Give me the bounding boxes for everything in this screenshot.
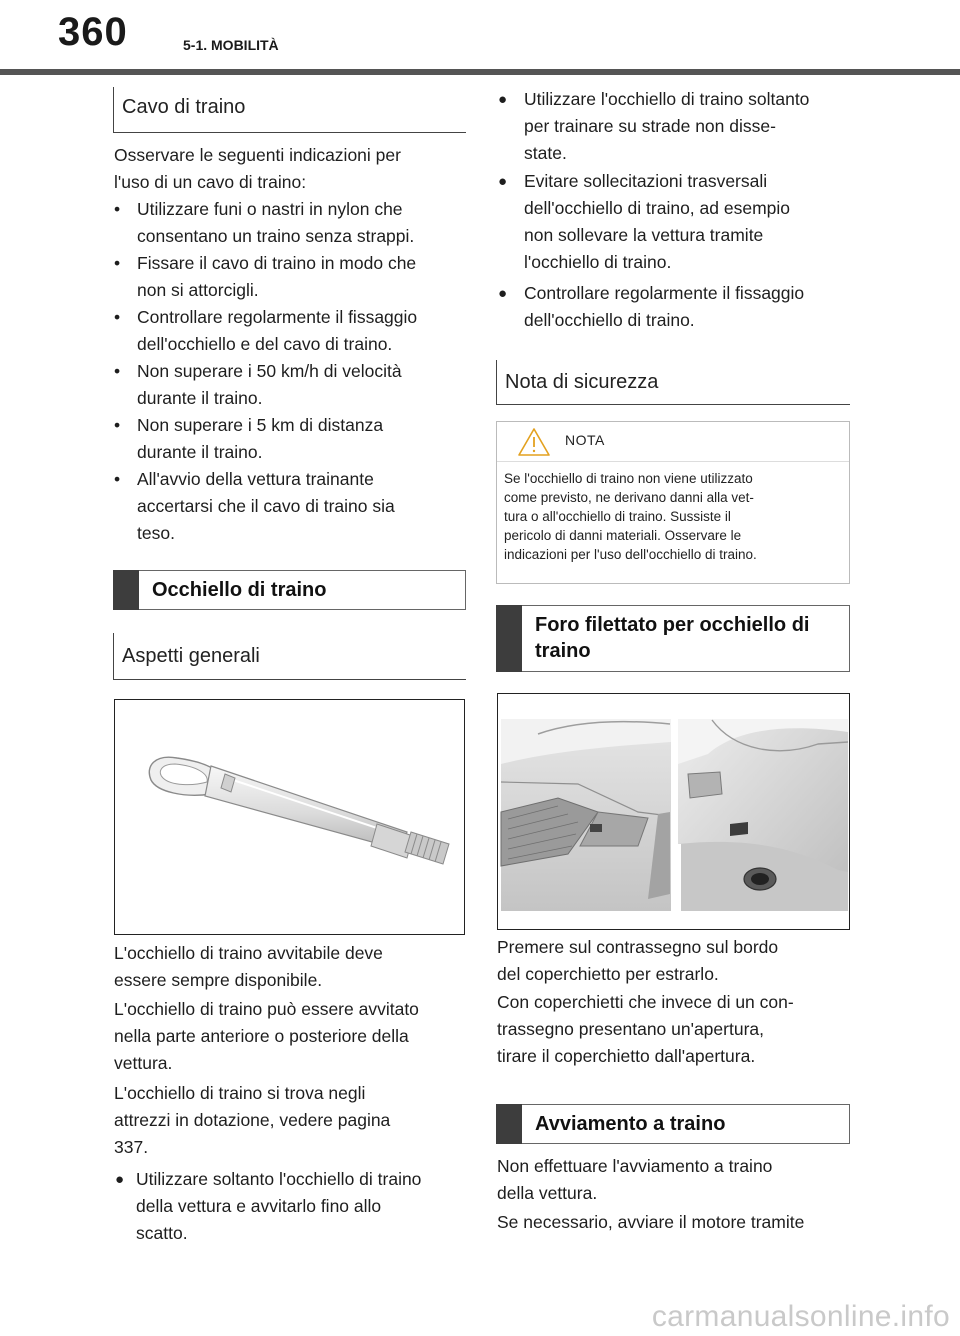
text-line: L'occhiello di traino può essere avvitato [114,999,419,1019]
tow-start-paragraph-2 [497,1209,850,1236]
tow-cable-intro [114,142,466,196]
bullet-mark: • [114,415,121,435]
heading-threaded-hole [496,605,850,672]
text-line: Non superare i 5 km di distanza [137,415,384,435]
tow-start-paragraph-1 [497,1153,850,1207]
bullet-mark: ● [498,173,508,190]
heading-safety-note: Nota di sicurezza [496,360,850,405]
tow-cable-bullet [114,466,466,547]
text-line: Non superare i 50 km/h di velocità [137,361,402,381]
page-number: 360 [58,10,128,54]
text-line: L'occhiello di traino avvitabile deve [114,943,383,963]
text-line: del coperchietto per estrarlo. [497,964,719,984]
text-line: nella parte anteriore o posteriore della [114,1026,409,1046]
heading-text [535,612,841,664]
heading-tow-cable: Cavo di traino [113,87,466,133]
text-line: trassegno presentano un'apertura, [497,1019,764,1039]
bullet-mark: • [114,361,121,381]
text-line: traino [535,640,591,662]
text-line: l'occhiello di traino. [524,252,672,272]
threaded-hole-paragraph-1 [497,934,850,988]
bullet-mark: ● [498,285,508,302]
text-line: indicazioni per l'uso dell'occhiello di traino. [504,547,757,562]
tow-eye-illustration [115,700,465,935]
text-line: non sollevare la vettura tramite [524,225,764,245]
tow-eye-bullet [497,280,850,334]
text-line: teso. [137,523,175,543]
text-line: per trainare su strade non disse- [524,116,776,136]
threaded-hole-paragraph-2 [497,989,850,1070]
text-line: Utilizzare funi o nastri in nylon che [137,199,403,219]
text-line: dell'occhiello di traino, ad esempio [524,198,790,218]
text-line: come previsto, ne derivano danni alla vet- [504,490,754,505]
bullet-mark: • [114,199,121,219]
text-line: pericolo di danni materiali. Osservare le [504,528,742,543]
text-line: Se l'occhiello di traino non viene utilizzato [504,471,753,486]
text-line: Evitare sollecitazioni trasversali [524,171,768,191]
heading-text: Avviamento a traino [535,1113,726,1135]
heading-text: Occhiello di traino [152,579,327,601]
text-line: l'uso di un cavo di traino: [114,172,307,192]
text-line: L'occhiello di traino si trova negli [114,1083,366,1103]
section-title: 5-1. MOBILITÀ [183,37,279,53]
text-line: della vettura e avvitarlo fino allo [136,1196,382,1216]
text-line: Foro filettato per occhiello di [535,614,810,636]
tow-eye-bullet [497,86,850,167]
heading-bar [113,570,139,610]
text-line: state. [524,143,567,163]
note-box [496,421,850,584]
text-line: durante il traino. [137,442,263,462]
heading-general: Aspetti generali [113,633,466,680]
text-line: della vettura. [497,1183,598,1203]
tow-cable-bullet [114,304,466,358]
text-line: dell'occhiello e del cavo di traino. [137,334,393,354]
text-line: Controllare regolarmente il fissaggio [137,307,418,327]
tow-cable-bullet [114,358,466,412]
page-header [0,0,960,76]
text-line: scatto. [136,1223,188,1243]
heading-bar [496,605,522,672]
text-line: consentano un traino senza strappi. [137,226,415,246]
text-line: Premere sul contrassegno sul bordo [497,937,779,957]
text-line: Fissare il cavo di traino in modo che [137,253,417,273]
heading-tow-start [496,1104,850,1144]
tow-eye-bullet [497,168,850,276]
text-line: 337. [114,1137,149,1157]
tow-cable-bullet [114,412,466,466]
text-line: vettura. [114,1053,173,1073]
text-line: essere sempre disponibile. [114,970,323,990]
bullet-mark: • [114,253,121,273]
text-line: Controllare regolarmente il fissaggio [524,283,805,303]
text-line: Osservare le seguenti indicazioni per [114,145,401,165]
note-body [504,469,841,564]
note-header [497,422,849,462]
text-line: accertarsi che il cavo di traino sia [137,496,395,516]
bullet-mark: ● [498,91,508,108]
tow-eye-paragraph-1 [114,940,466,994]
text-line: Non effettuare l'avviamento a traino [497,1156,773,1176]
text-line: non si attorcigli. [137,280,259,300]
bullet-mark: ● [115,1171,125,1188]
text-line: Utilizzare soltanto l'occhiello di traino [136,1169,422,1189]
warning-triangle-icon [517,427,551,457]
tow-eye-paragraph-2 [114,996,466,1077]
header-divider [0,69,960,75]
bullet-mark: • [114,307,121,327]
text-line: Con coperchietti che invece di un con- [497,992,794,1012]
text-line: Utilizzare l'occhiello di traino soltanto [524,89,810,109]
tow-cable-bullet [114,196,466,250]
bullet-mark: • [114,469,121,489]
text-line: attrezzi in dotazione, vedere pagina [114,1110,391,1130]
heading-bar [496,1104,522,1144]
text-line: dell'occhiello di traino. [524,310,695,330]
text-line: All'avvio della vettura trainante [137,469,374,489]
bumper-figure [497,693,850,930]
watermark: carmanualsonline.info [651,1300,950,1333]
note-label: NOTA [565,432,605,448]
text-line: durante il traino. [137,388,263,408]
heading-tow-eye [113,570,466,610]
bumper-illustration [498,694,850,930]
text-line: tirare il coperchietto dall'apertura. [497,1046,756,1066]
tow-eye-paragraph-3 [114,1080,466,1161]
tow-cable-bullet [114,250,466,304]
tow-eye-figure [114,699,465,935]
text-line: tura o all'occhiello di traino. Sussiste il [504,509,731,524]
text-line: Se necessario, avviare il motore tramite [497,1212,805,1232]
tow-eye-bullet [114,1166,466,1247]
